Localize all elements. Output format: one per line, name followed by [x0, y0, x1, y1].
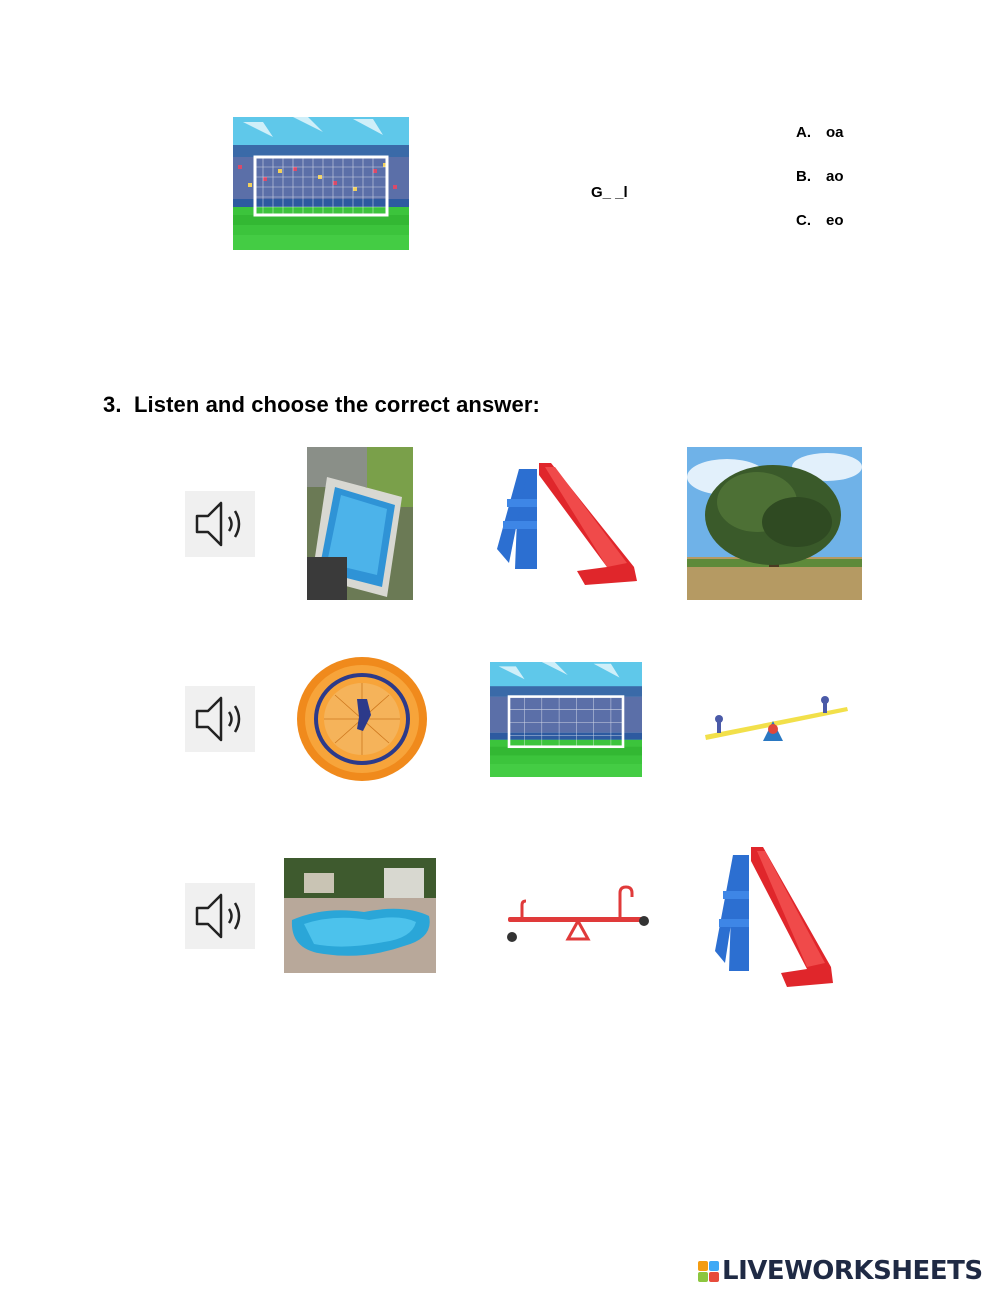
- pool-picture[interactable]: [284, 858, 436, 973]
- logo-text: LIVEWORKSHEETS: [722, 1256, 983, 1286]
- speaker-icon[interactable]: [185, 686, 255, 752]
- option-text: eo: [826, 212, 844, 229]
- question-number: 3.: [103, 392, 122, 417]
- option-letter: A.: [796, 124, 811, 141]
- logo-tile: [709, 1272, 719, 1282]
- question-text: Listen and choose the correct answer:: [134, 392, 540, 417]
- option-letter: B.: [796, 168, 811, 185]
- seesaw-picture[interactable]: [703, 695, 849, 747]
- pool-picture[interactable]: [307, 447, 413, 600]
- liveworksheets-logo: [698, 1255, 983, 1287]
- logo-tiles: [698, 1261, 719, 1282]
- speaker-icon-glyph: [193, 891, 247, 941]
- seesaw-picture[interactable]: [502, 883, 653, 945]
- speaker-icon-glyph: [193, 694, 247, 744]
- slide-picture[interactable]: [711, 843, 836, 990]
- option-a[interactable]: [796, 124, 844, 141]
- option-c[interactable]: [796, 212, 844, 229]
- frisbee-picture[interactable]: [295, 655, 429, 783]
- option-text: ao: [826, 168, 844, 185]
- speaker-icon[interactable]: [185, 883, 255, 949]
- goal-picture[interactable]: [490, 662, 642, 777]
- speaker-icon[interactable]: [185, 491, 255, 557]
- speaker-icon-glyph: [193, 499, 247, 549]
- logo-tile: [698, 1261, 708, 1271]
- option-b[interactable]: [796, 168, 844, 185]
- slide-picture[interactable]: [489, 459, 640, 587]
- tree-picture[interactable]: [687, 447, 862, 600]
- logo-tile: [709, 1261, 719, 1271]
- goal-picture: [233, 117, 409, 250]
- option-letter: C.: [796, 212, 811, 229]
- logo-tile: [698, 1272, 708, 1282]
- word-blank: G_ _l: [591, 184, 628, 201]
- question-3-title: [103, 392, 540, 418]
- option-text: oa: [826, 124, 844, 141]
